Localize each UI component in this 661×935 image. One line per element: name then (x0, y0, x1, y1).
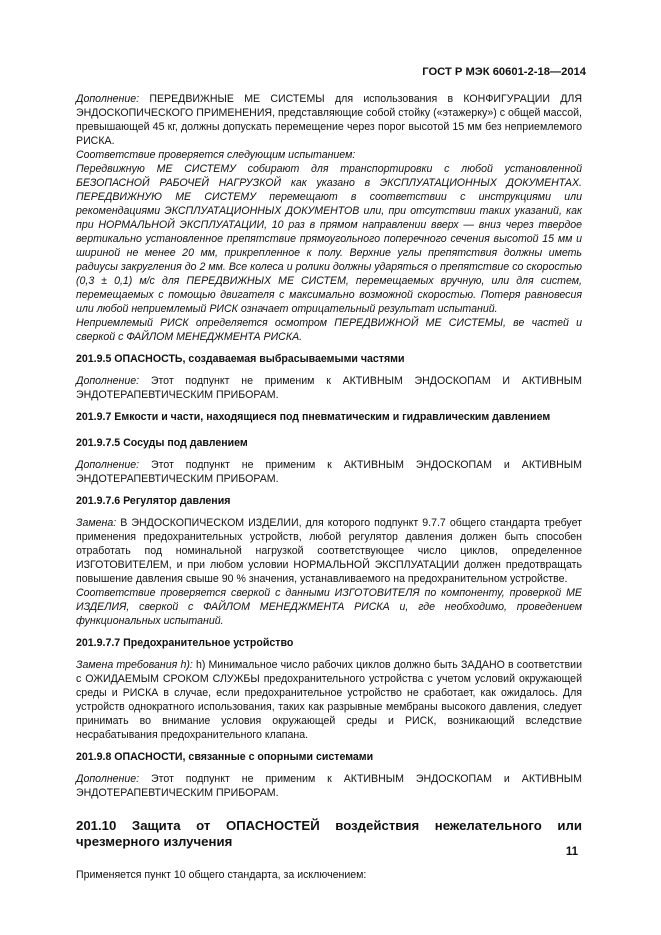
addition-label: Дополнение: (76, 375, 140, 387)
page-content (76, 92, 582, 882)
paragraph-addition-3 (76, 458, 582, 486)
replacement-text: В ЭНДОСКОПИЧЕСКОМ ИЗДЕЛИИ, для которого подпункт 9.7.7 общего стандарта требует применения предохранительных устройств, любой регулятор давления должен быть способен отработать под номинальной нагрузкой соответствующее число циклов, определенное ИЗГОТОВИТЕЛЕМ, и при любом условии НОРМАЛЬНОЙ ЭКСПЛУАТАЦИИ должен предотвращать повышение давления свыше 90 % значения, устанавливаемого на предохранительном устройстве. (76, 517, 582, 585)
heading-201-9-7-7: 201.9.7.7 Предохранительное устройство (76, 637, 294, 649)
paragraph-addition-4 (76, 772, 582, 800)
paragraph-replacement-1 (76, 516, 582, 586)
heading-201-9-7-5: 201.9.7.5 Сосуды под давлением (76, 437, 248, 449)
addition-text: Этот подпункт не применим к АКТИВНЫМ ЭНДОСКОПАМ и АКТИВНЫМ ЭНДОТЕРАПЕВТИЧЕСКИМ ПРИБОРАМ. (76, 459, 582, 485)
heading-201-9-7: 201.9.7 Емкости и части, находящиеся под пневматическим и гидравлическим давлением (76, 411, 551, 423)
addition-text: Этот подпункт не применим к АКТИВНЫМ ЭНДОСКОПАМ И АКТИВНЫМ ЭНДОТЕРАПЕВТИЧЕСКИМ ПРИБОРАМ. (76, 375, 582, 401)
paragraph-compliance-intro: Соответствие проверяется следующим испытанием: (76, 149, 356, 161)
paragraph-addition-1 (76, 92, 582, 148)
addition-text: Этот подпункт не применим к АКТИВНЫМ ЭНДОСКОПАМ и АКТИВНЫМ ЭНДОТЕРАПЕВТИЧЕСКИМ ПРИБОРАМ. (76, 773, 582, 799)
addition-label: Дополнение: (76, 773, 140, 785)
replacement-label: Замена: (76, 517, 117, 529)
heading-201-10: 201.10 Защита от ОПАСНОСТЕЙ воздействия нежелательного или чрезмерного излучения (76, 818, 582, 849)
paragraph-applies: Применяется пункт 10 общего стандарта, за исключением: (76, 869, 367, 881)
heading-201-9-5: 201.9.5 ОПАСНОСТЬ, создаваемая выбрасываемыми частями (76, 353, 405, 365)
addition-text: ПЕРЕДВИЖНЫЕ МЕ СИСТЕМЫ для использования в КОНФИГУРАЦИИ ДЛЯ ЭНДОСКОПИЧЕСКОГО ПРИМЕНЕНИЯ, представляющие собой стойку («этажерку») с общей массой, превышающей 45 кг, должны допускать перемещение через порог высотой 15 мм без неприемлемого РИСКА. (76, 93, 582, 147)
paragraph-addition-2 (76, 374, 582, 402)
paragraph-risk-determination: Неприемлемый РИСК определяется осмотром ПЕРЕДВИЖНОЙ МЕ СИСТЕМЫ, ве частей и сверкой с ФАЙЛОМ МЕНЕДЖМЕНТА РИСКА. (76, 317, 582, 343)
paragraph-replacement-2 (76, 658, 582, 742)
heading-201-9-8: 201.9.8 ОПАСНОСТИ, связанные с опорными системами (76, 751, 374, 763)
paragraph-compliance-check: Соответствие проверяется сверкой с данными ИЗГОТОВИТЕЛЯ по компоненту, проверкой МЕ ИЗДЕЛИЯ, сверкой с ФАЙЛОМ МЕНЕДЖМЕНТА РИСКА и, где необходимо, проведением функциональных испытаний. (76, 587, 582, 627)
addition-label: Дополнение: (76, 93, 140, 105)
replacement-label: Замена требования h): (76, 659, 193, 671)
paragraph-test-procedure: Передвижную МЕ СИСТЕМУ собирают для транспортировки с любой установленной БЕЗОПАСНОЙ РАБОЧЕЙ НАГРУЗКОЙ как указано в ЭКСПЛУАТАЦИОННЫХ ДОКУМЕНТАХ. ПЕРЕДВИЖНУЮ МЕ СИСТЕМУ перемещают в соответствии с инструкциями или рекомендациями ЭКСПЛУАТАЦИОННЫХ ДОКУМЕНТОВ или, при отсутствии таких указаний, как при НОРМАЛЬНОЙ ЭКСПЛУАТАЦИИ, 10 раз в прямом направлении вверх — вниз через твердое вертикально установленное препятствие прямоугольного поперечного сечения высотой 15 мм и шириной не менее 20 мм, прикрепленное к полу. Верхние углы препятствия должны иметь радиусы закругления до 2 мм. Все колеса и ролики должны ударяться о препятствие со скоростью (0,3 ± 0,1) м/с для ПЕРЕДВИЖНЫХ МЕ СИСТЕМ, перемещаемых вручную, или для систем, перемещаемых с помощью двигателя с максимально возможной скоростью. Потеря равновесия или любой неприемлемый РИСК означает отрицательный результат испытаний. (76, 163, 582, 315)
heading-201-9-7-6: 201.9.7.6 Регулятор давления (76, 495, 231, 507)
document-code: ГОСТ Р МЭК 60601-2-18—2014 (422, 66, 586, 78)
addition-label: Дополнение: (76, 459, 140, 471)
page-number: 11 (565, 846, 578, 858)
replacement-text: h) Минимальное число рабочих циклов должно быть ЗАДАНО в соответствии с ОЖИДАЕМЫМ СРОКОМ СЛУЖБЫ предохранительного устройства с учетом условий окружающей среды и РИСКА в случае, если предохранительное устройство не сработает, как ожидалось. Для устройств однократного использования, таких как разрывные мембраны высокого давления, следует принимать во внимание условия окружающей среды и РИСК, возникающий вследствие несрабатывания предохранительного клапана. (76, 659, 582, 741)
